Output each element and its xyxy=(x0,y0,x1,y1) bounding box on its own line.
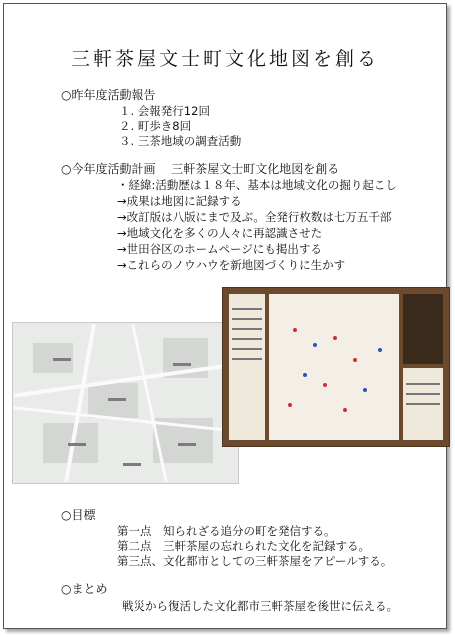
this-year-line: →地域文化を多くの人々に再認識させた xyxy=(117,226,323,240)
page-title: 三軒茶屋文士町文化地図を創る xyxy=(70,48,379,70)
last-year-item: １. 会報発行12回 xyxy=(119,104,210,118)
this-year-line: ・経緯:活動歴は１８年、基本は地域文化の掘り起こし xyxy=(117,178,397,192)
goal-item: 第一点 知られざる追分の町を発信する。 xyxy=(117,524,336,538)
this-year-line: →改訂版は八版にまで及ぶ。全発行枚数は七万五千部 xyxy=(117,210,392,224)
this-year-line: →世田谷区のホームページにも掲出する xyxy=(117,242,322,256)
street-map-photo xyxy=(12,322,239,484)
last-year-item: ３. 三茶地域の調査活動 xyxy=(119,134,242,148)
this-year-line: →これらのノウハウを新地図づくりに生かす xyxy=(117,258,346,272)
last-year-item: ２. 町歩き8回 xyxy=(119,119,192,133)
goal-item: 第三点、文化都市としての三軒茶屋をアピールする。 xyxy=(117,554,393,568)
goals-heading: ○目標 xyxy=(61,508,96,522)
summary-heading: ○まとめ xyxy=(61,582,108,596)
document-page xyxy=(3,3,447,629)
this-year-line: →成果は地図に記録する xyxy=(117,194,242,208)
last-year-heading: ○昨年度活動報告 xyxy=(61,88,156,102)
goal-item: 第二点 三軒茶屋の忘れられた文化を記録する。 xyxy=(117,539,370,553)
this-year-heading: ○今年度活動計画 三軒茶屋文士町文化地図を創る xyxy=(61,162,340,176)
culture-map-photo xyxy=(222,287,450,447)
summary-text: 戦災から復活した文化都市三軒茶屋を後世に伝える。 xyxy=(122,599,398,613)
